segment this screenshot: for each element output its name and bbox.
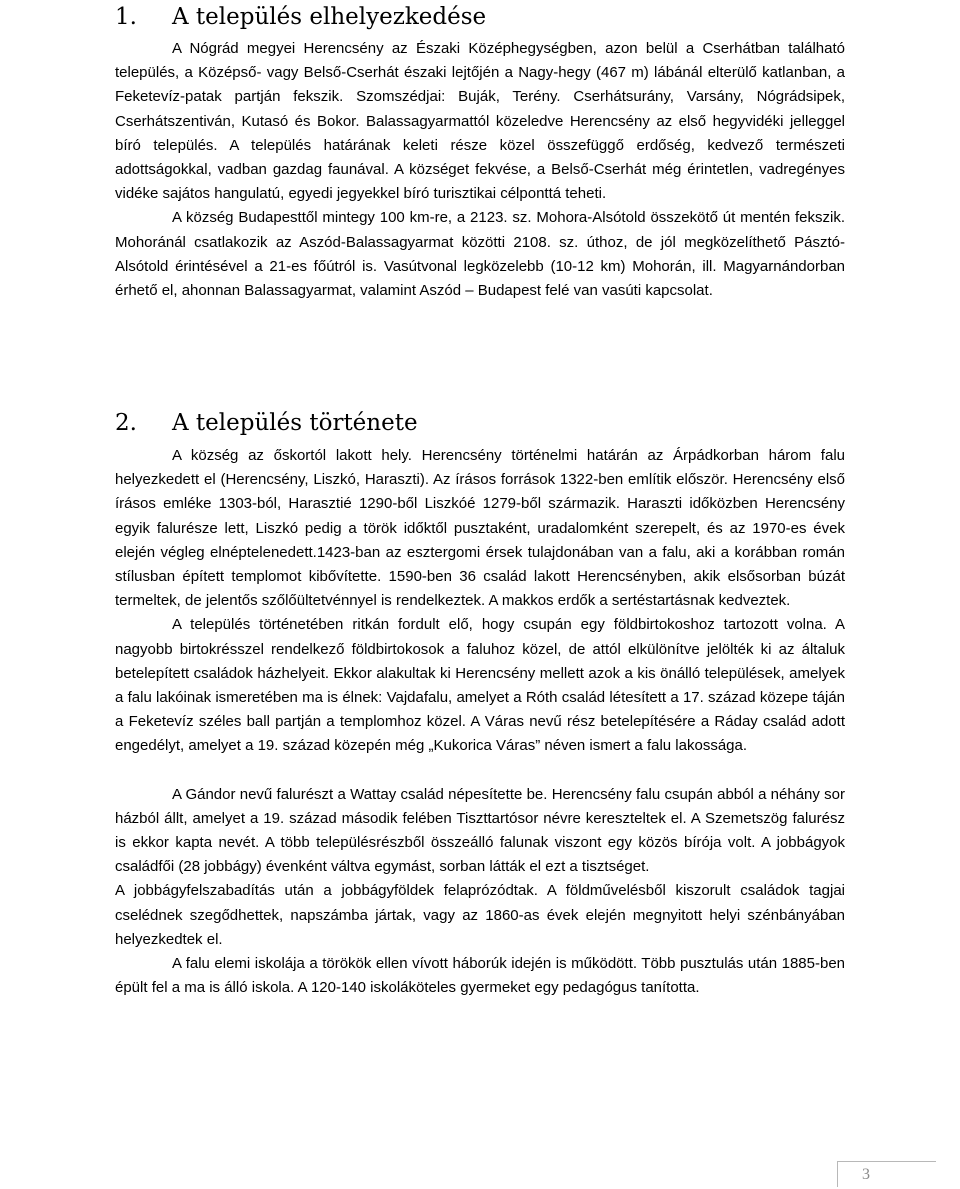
section-1-heading xyxy=(115,3,486,31)
section-1-title: A település elhelyezkedése xyxy=(172,4,487,30)
section-2-paragraph: A Gándor nevű falurészt a Wattay család népesítette be. Herencsény falu csupán abból a néhány sor házból állt, amelyet a 19. század második felében Tiszttartósor névre kereszteltek el. A Szemetszög falurész is ekkor kapta nevét. A több településrészből összeálló falunak viszont egy közös bírója volt. A jobbágyok családfői (28 jobbágy) évenként váltva egymást, sorban látták el ezt a tisztséget. xyxy=(115,785,845,876)
section-1-paragraph: A Nógrád megyei Herencsény az Északi Középhegységben, azon belül a Cserhátban található település, a Középső- vagy Belső-Cserhát északi lejtőjén a Nagy-hegy (467 m) lábánál elterülő katlanban, a Feketevíz-patak partján fekszik. Szomszédjai: Buják, Terény. Cserhátsurány, Varsány, Nógrádsipek, Cserhátszentiván, Kutasó és Bokor. Balassagyarmattól közeledve Herencsény az első hegyvidéki jelleggel bíró település. A település határának keleti része közel összefüggő erdőség, kedvező természeti adottságokkal, vadban gazdag faunával. A községet fekvése, a Belső-Cserhát még érintetlen, vadregényes vidéke sajátos hangulatú, egyedi jegyekkel bíró turisztikai célponttá teheti. xyxy=(115,40,845,203)
section-2-heading xyxy=(115,409,418,437)
section-1-body xyxy=(115,37,845,303)
section-2-paragraph: A falu elemi iskolája a törökök ellen vívott háborúk idején is működött. Több pusztulás után 1885-ben épült fel a ma is álló iskola. A 120-140 iskoláköteles gyermeket egy pedagógus tanította. xyxy=(115,955,845,997)
section-2-paragraph: A település történetében ritkán fordult elő, hogy csupán egy földbirtokoshoz tartozott volna. A nagyobb birtokrésszel rendelkező földbirtokosok a faluhoz közel, de attól elkülönítve jelölték ki az általuk betelepített családok házhelyeit. Ekkor alakultak ki Herencsény mellett azok a kis önálló települések, amelyek a falu lakóinak ismeretében ma is élnek: Vajdafalu, amelyet a Róth család létesített a 17. század közepe táján a Feketevíz széles ball partján a templomhoz közel. A Váras nevű rész betelepítésére a Ráday család adott engedélyt, amelyet a 19. század közepén még „Kukorica Váras” néven ismert a falu lakossága. xyxy=(115,616,845,755)
section-2-paragraph: A község az őskortól lakott hely. Herencsény történelmi határán az Árpádkorban három falu helyezkedett el (Herencsény, Liszkó, Haraszti). Az írásos források 1322-ben említik először. Herencsény első írásos emléke 1303-ból, Harasztié 1290-ből Liszkóé 1279-ből származik. Haraszti időközben Herencsény egyik falurésze lett, Liszkó pedig a török időktől pusztaként, uradalomként szerepelt, és az 1970-es évek elején végleg elnéptelenedett.1423-ban az esztergomi érsek tulajdonában van a falu, aki a korábban román stílusban épített templomot kibővítette. 1590-ben 36 család lakott Herencsényben, akik elsősorban búzát termeltek, de jelentős szőlőültetvénnyel is rendelkeztek. A makkos erdők a sertéstartásnak kedveztek. xyxy=(115,447,845,610)
page-number-box xyxy=(837,1161,936,1187)
section-2-body xyxy=(115,444,845,1000)
page-number: 3 xyxy=(862,1166,870,1183)
section-2-paragraph: A jobbágyfelszabadítás után a jobbágyföldek felaprózódtak. A földművelésből kiszorult családok tagjai cselédnek szegődhettek, napszámba jártak, vagy az 1860-as évek elején megnyitott helyi szénbányában helyezkedtek el. xyxy=(115,882,845,948)
section-1-number: 1. xyxy=(115,4,137,30)
section-1-paragraph: A község Budapesttől mintegy 100 km-re, a 2123. sz. Mohora-Alsótold összekötő út mentén fekszik. Mohoránál csatlakozik az Aszód-Balassagyarmat közötti 2108. sz. úthoz, de jól megközelíthető Pásztó-Alsótold érintésével a 21-es főútról is. Vasútvonal legközelebb (10-12 km) Mohorán, ill. Magyarnándorban érhető el, ahonnan Balassagyarmat, valamint Aszód – Budapest felé van vasúti kapcsolat. xyxy=(115,209,845,300)
section-2-title: A település története xyxy=(172,410,418,436)
section-2-number: 2. xyxy=(115,410,137,436)
